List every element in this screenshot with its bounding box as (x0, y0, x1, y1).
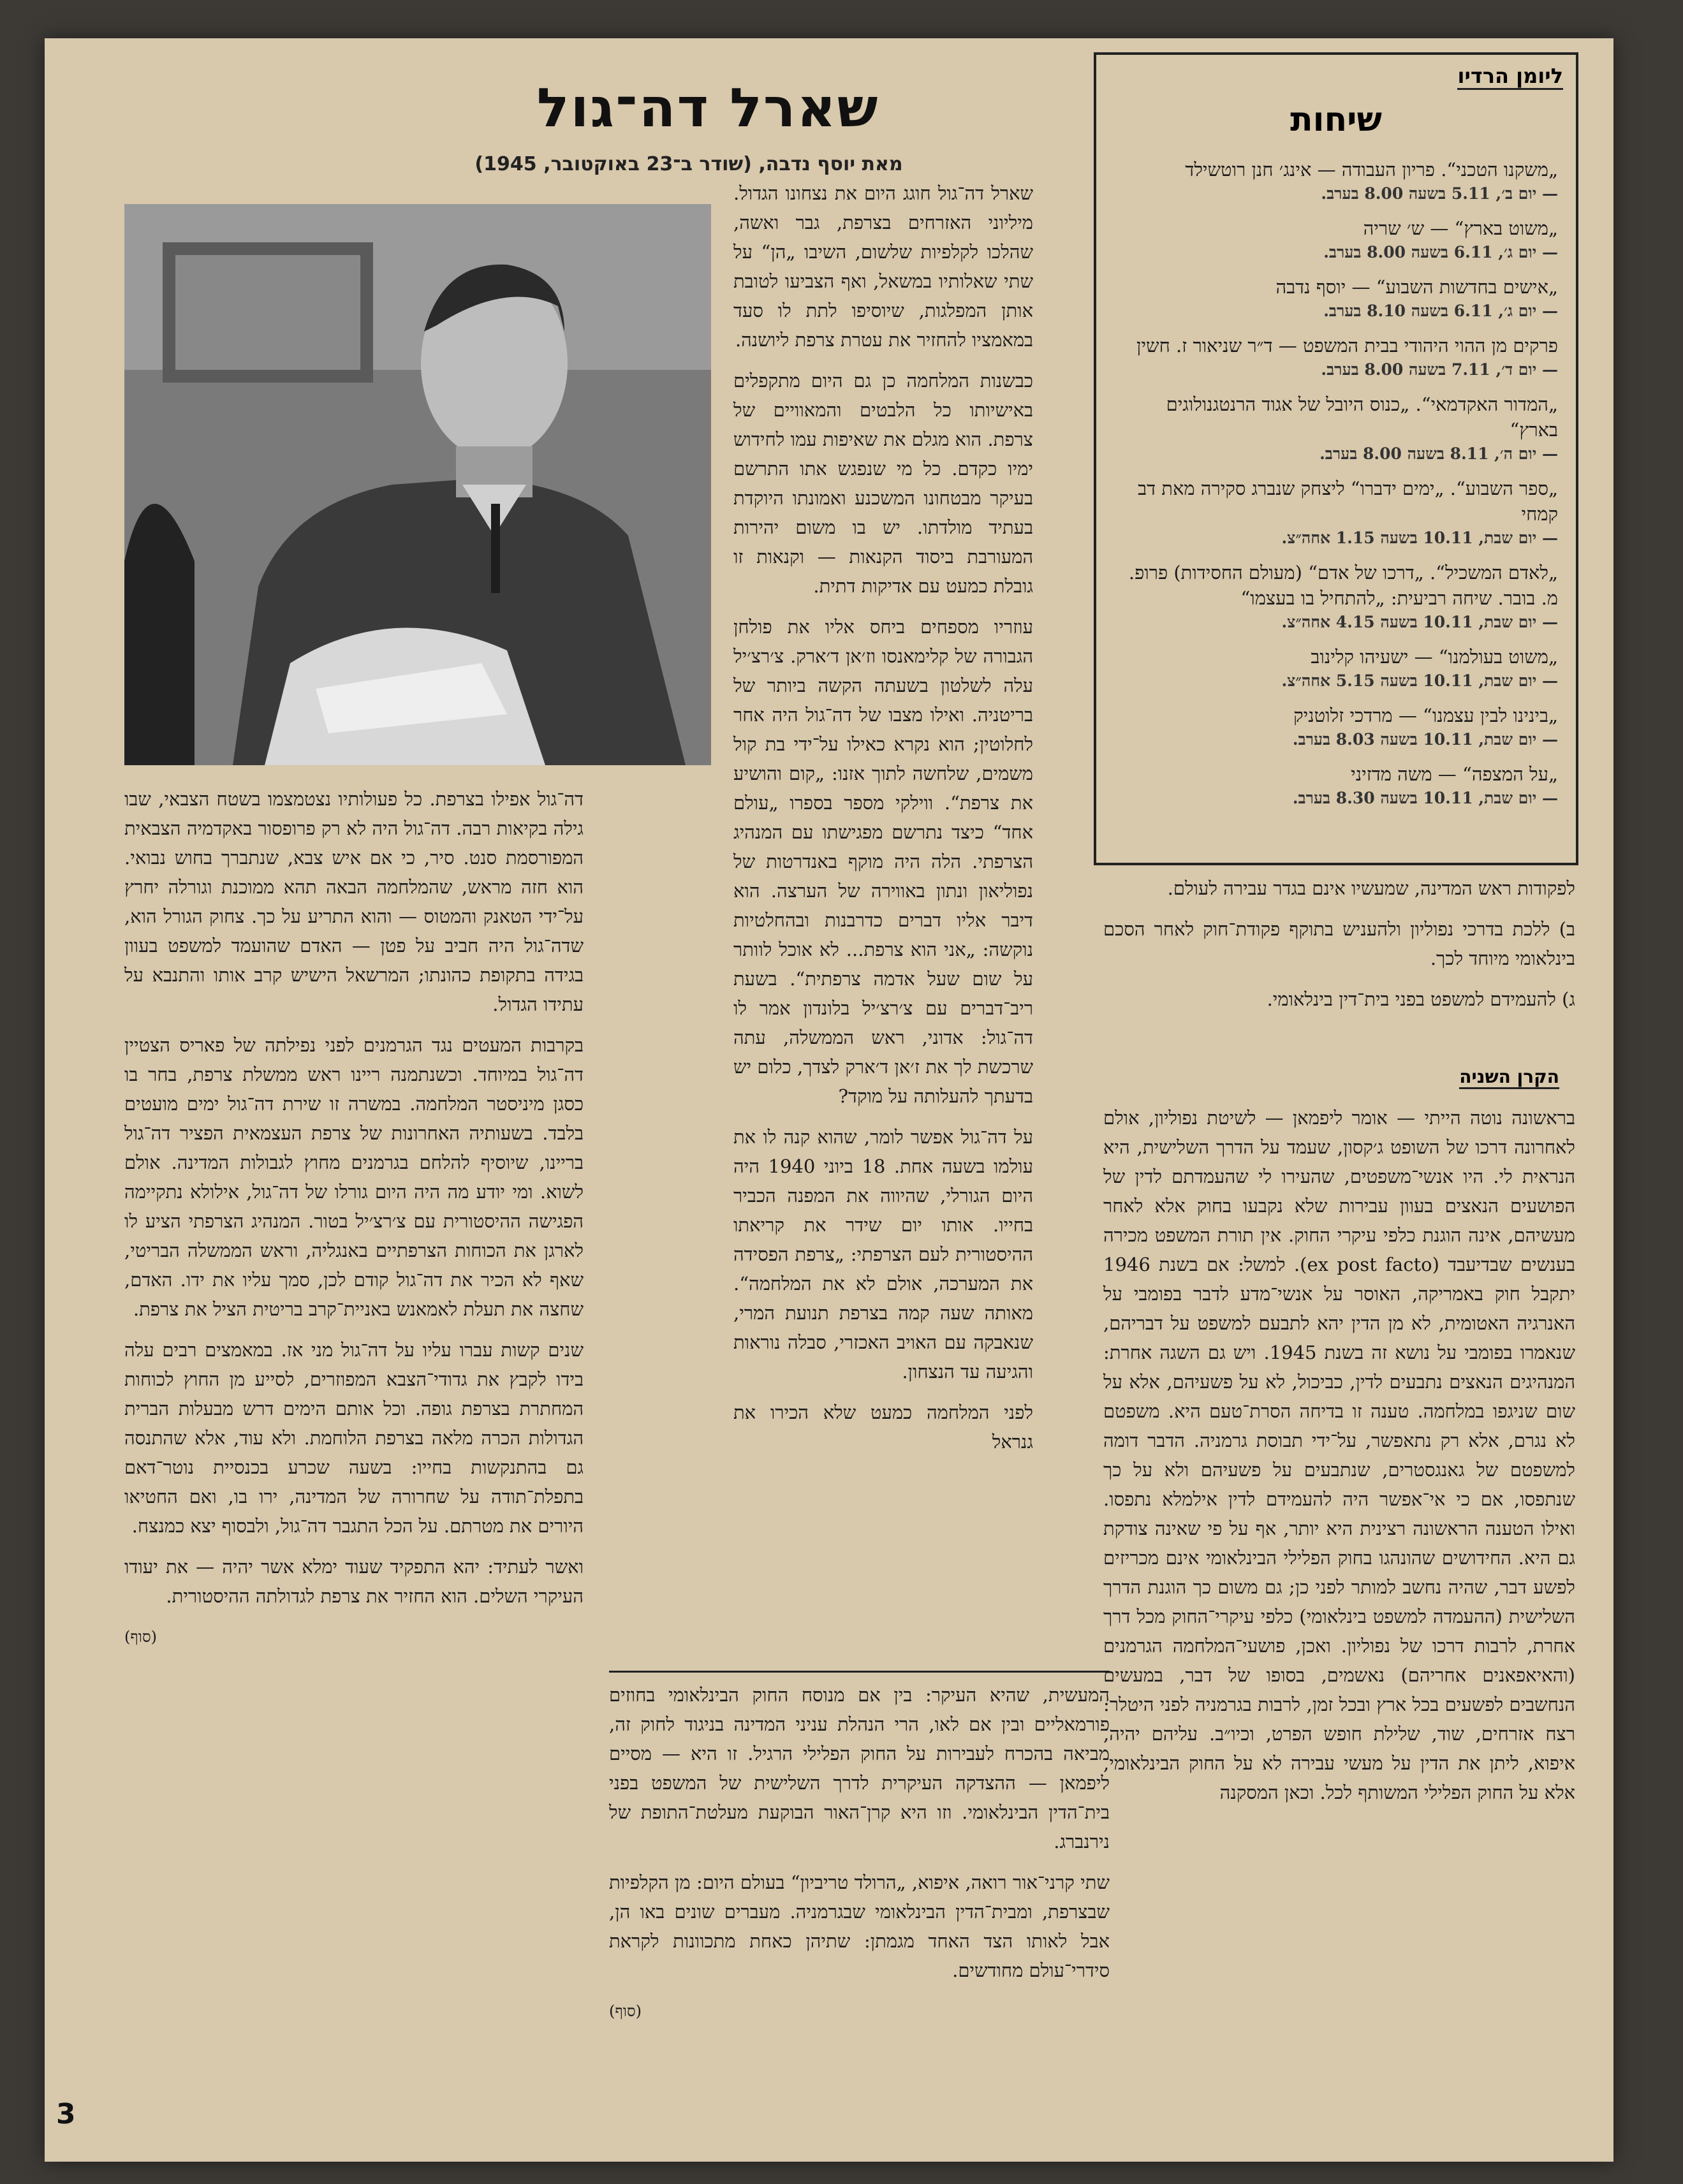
radio-program-item (1114, 216, 1558, 264)
radio-program-item (1114, 157, 1558, 205)
column-divider (609, 1671, 1110, 1673)
right-column-bottom (1103, 1103, 1575, 1819)
radio-program-time: — יום ה׳, 8.11 בשעה 8.00 בערב. (1319, 444, 1558, 463)
section-heading: הקרן השניה (1459, 1066, 1559, 1089)
radio-program-item (1114, 560, 1558, 634)
radio-program-title: „על המצפה“ — משה מדזיני (1351, 763, 1558, 785)
article-column-1 (733, 179, 1033, 1468)
paragraph: על דה־גול אפשר לומר, שהוא קנה לו את עולמו בשעה אחת. 18 ביוני 1940 היה היום הגורלי, שהיווה את המפנה הכביר בחייו. אותו יום שידר את קריאתו ההיסטורית לעם הצרפתי: „צרפת הפסידה את המערכה, אולם לא את המלחמה“. מאותה שעה קמה בצרפת תנועת המרי, שנאבקה עם האויב האכזרי, סבלה נוראות והגיעה עד הנצחון. (733, 1126, 1033, 1382)
radio-program-time: — יום שבת, 10.11 בשעה 4.15 אחה״צ. (1281, 613, 1558, 631)
radio-program-item (1114, 274, 1558, 323)
photo-figure-illustration (124, 204, 711, 765)
paragraph: לפקודות ראש המדינה, שמעשיו אינם בגדר עבירה לעולם. (1167, 877, 1575, 899)
article-byline: מאת יוסף נדבה, (שודר ב־23 באוקטובר, 1945) (474, 153, 903, 175)
radio-program-time: — יום שבת, 10.11 בשעה 5.15 אחה״צ. (1281, 671, 1558, 690)
radio-program-title: „משוט בעולמנו“ — ישעיהו קלינוב (1311, 646, 1558, 668)
radio-program-item (1114, 703, 1558, 751)
paragraph: בראשונה נוטה הייתי — אומר ליפמאן — לשיטת נפוליון, אולם לאחרונה דרכו של השופט ג׳קסון, שעמד על הדרך השלישית, היא הנראית לי. היו אנשי־משפטים, שהעירו לי שהעמדתם לדין של הפושעים הנאצים בעוון עבירות שלא נקבעו בחוק אלא לאחר מעשיהם, אינה הוגנת כלפי עיקרי החוק. אין תורת המשפט מכירה בענשים שבדיעבד (ex post facto). למשל: אם בשנת 1946 יתקבל חוק באמריקה, האוסר על אנשי־מדע לדבר בפומבי על האנרגיה האטומית, לא מן הדין יהא לתבעם למשפט על דבריהם, שנאמרו בפומבי על נושא זה בשנת 1945. ויש גם השגה אחרת: המנהיגים הנאצים נתבעים לדין, כביכול, לא על פשעיהם, אלא על שום שניגפו במלחמה. טענה זו בדיחה הסרת־טעם היא. משפטם לא נגרם, אלא רק נתאפשר, על־ידי תבוסת גרמניה. הדבר דומה למשפטם של גאנגסטרים, שנתבעים על פשעיהם ולא על כך שנתפסו, אם כי אי־אפשר היה להעמידם לדין אילמלא נתפסו. ואילו הטענה הראשונה רצינית היא יותר, אף על פי שאינה צודקת גם היא. החידושים שהונהגו בחוק הפלילי הבינלאומי אינם מכריזים לפשע דבר, שהיה נחשב למותר לפני כן; גם משום כך הוגנת הדרך השלישית (ההעמדה למשפט בינלאומי) כלפי עיקרי־החוק מכל דרך אחרת, לרבות דרכו של נפוליון. ואכן, פושעי־המלחמה הגרמנים (והאיאפאנים אחריהם) נאשמים, בסופו של דבר, במעשים הנחשבים לפשעים בכל ארץ ובכל זמן, לרבות בגרמניה לפני היטלר: רצח אזרחים, שוד, שלילת חופש הפרט, וכיו״ב. עליהם יהיה, איפוא, ליתן את הדין על מעשי עבירה לא על החוק הבינלאומי, אלא על החוק הפלילי המשותף לכל. וכאן המסקנה (1103, 1107, 1575, 1803)
article-column-continued (609, 1680, 1110, 2037)
paragraph: לפני המלחמה כמעט שלא הכירו את גנראל (733, 1402, 1033, 1453)
radio-program-item (1114, 333, 1558, 381)
end-mark: (סוף) (124, 1628, 157, 1646)
radio-program-time: — יום שבת, 10.11 בשעה 8.30 בערב. (1292, 789, 1558, 807)
radio-program-title: „בינינו לבין עצמנו“ — מרדכי זלוטניק (1293, 705, 1558, 726)
radio-program-title: „משקנו הטכני“. פריון העבודה — אינג׳ חנן רוטשילד (1185, 159, 1558, 180)
radio-program-item (1114, 761, 1558, 810)
radio-box-header: ליומן הרדיו (1457, 64, 1563, 90)
paragraph: כבשנות המלחמה כן גם היום מתקפלים באישיותו כל הלבטים והמאוויים של צרפת. הוא מגלם את שאיפות עמו לחידוש ימיו כקדם. כל מי שנפגש אתו התרשם בעיקר מבטחונו המשכנע ואמונתו היוקדת בעתיד מולדתו. יש בו משום יהירות המעורבת ביסוד הקנאות — וקנאות זו גובלת כמעט עם אדיקות דתית. (733, 370, 1033, 597)
paragraph: שנים קשות עברו עליו על דה־גול מני אז. במאמצים רבים עלה בידו לקבץ את גדודי־הצבא המפוזרים, לסייע מן החוץ לכוחות המחתרת בצרפת גופה. וכל אותם הימים דרש מבעלות הברית הגדולות הכרה מלאה בצרפת הלוחמת. ולא עוד, אלא שהתנסה גם בהתנקשות בחייו: בשעה שכרע בכנסיית נוטר־דאם בתפלת־תודה על שחרורה של המדינה, ירו בו, ואם החטיאו היורים את מטרתם. על הכל התגבר דה־גול, ולבסוף יצא כמנצח. (124, 1339, 584, 1537)
radio-program-time: — יום ג׳, 6.11 בשעה 8.10 בערב. (1323, 302, 1558, 320)
radio-program-title: „משוט בארץ“ — ש׳ שריה (1363, 217, 1558, 239)
radio-program-title: „אישים בחדשות השבוע“ — יוסף נדבה (1275, 276, 1558, 298)
paragraph: ב) ללכת בדרכי נפוליון ולהעניש בתוקף פקודת־חוק לאחר הסכם בינלאומי מיוחד לכך. (1103, 918, 1575, 969)
paragraph: המעשית, שהיא העיקר: בין אם מנוסח החוק הבינלאומי בחוזים פורמאליים ובין אם לאו, הרי הנהלת עניני המדינה בניגוד לחוק זה, מביאה בהכרח לעבירות על החוק הפלילי הרגיל. זו היא — מסיים ליפמאן — ההצדקה העיקרית לדרך השלישית של המשפט בפני בית־הדין הבינלאומי. וזו היא קרן־האור הבוקעת מעלטת־התופת של נירנברג. (609, 1684, 1110, 1852)
radio-program-title: „המדור האקדמאי“. „כנוס היובל של אגוד הרנטגנולוגים בארץ“ (1166, 393, 1558, 441)
radio-program-item (1114, 392, 1558, 465)
radio-schedule-list (1114, 157, 1558, 820)
radio-diary-box (1094, 52, 1578, 865)
radio-program-time: — יום שבת, 10.11 בשעה 8.03 בערב. (1292, 730, 1558, 749)
radio-box-subheader: שיחות (1290, 101, 1382, 139)
radio-program-time: — יום ד׳, 7.11 בשעה 8.00 בערב. (1321, 360, 1558, 379)
radio-program-title: „לאדם המשכיל“. „דרכו של אדם“ (מעולם החסידות) פרופ. מ. בובר. שיחה רביעית: „להתחיל בו בעצמו“ (1128, 562, 1558, 609)
radio-program-time: — יום ב׳, 5.11 בשעה 8.00 בערב. (1321, 184, 1558, 203)
paragraph: שתי קרני־אור רואה, איפוא, „הרולד טריביון“ בעולם היום: מן הקלפיות שבצרפת, ומבית־הדין הבינלאומי שבגרמניה. מעברים שונים באו הן, אבל לאותו הצד האחד מגמתן: שתיהן כאחת מתכוונות לקראת סידרי־עולם מחודשים. (609, 1872, 1110, 1981)
paragraph: ואשר לעתיד: יהא התפקיד שעוד ימלא אשר יהיה — את יעודו העיקרי השלים. הוא החזיר את צרפת לגדולתה ההיסטורית. (124, 1556, 584, 1607)
paragraph: בקרבות המעטים נגד הגרמנים לפני נפילתה של פאריס הצטיין דה־גול במיוחד. וכשנתמנה ריינו ראש ממשלת צרפת, בחר בו כסגן מיניסטר המלחמה. במשרה זו שירת דה־גול ימים מועטים בלבד. בשעותיה האחרונות של צרפת העצמאית הפציר דה־גול בריינו, שיוסיף להלחם בגרמנים מחוץ לגבולות המדינה. אולם לשוא. ומי יודע מה היה היום גורלו של דה־גול, אילולא נתקיימה הפגישה ההיסטורית עם צ׳רצ׳יל בטור. המנהיג הצרפתי הציע לו לארגן את הכוחות הצרפתיים באנגליה, וראש הממשלה הבריטי, שאף לא הכיר את דה־גול קודם לכן, סמך עליו את ידו. האדם, שחצה את תעלת לאמאנש באניית־קרב בריטית הציל את צרפת. (124, 1034, 584, 1320)
radio-program-title: פרקים מן ההוי היהודי בבית המשפט — ד״ר שניאור ז. חשין (1136, 335, 1558, 356)
radio-program-title: „ספר השבוע“. „ימים ידברו“ ליצחק שנברג סקירה מאת דב קמחי (1138, 478, 1558, 525)
right-column-top (1103, 874, 1575, 1025)
end-mark: (סוף) (609, 2002, 642, 2020)
article-column-2 (124, 784, 584, 1663)
paragraph: שארל דה־גול חוגג היום את נצחונו הגדול. מיליוני האזרחים בצרפת, גבר ואשה, שהלכו לקלפיות שלשום, השיבו „הן“ על שתי שאלותיו במשאל, ואף הצביעו לטובת אותן המפלגות, שיוסיפו לתת לו סעד במאמציו להחזיר את עטרת צרפת ליושנה. (733, 182, 1033, 351)
radio-program-time: — יום שבת, 10.11 בשעה 1.15 אחה״צ. (1281, 529, 1558, 547)
radio-program-item (1114, 644, 1558, 693)
paragraph: ג) להעמידם למשפט בפני בית־דין בינלאומי. (1267, 988, 1575, 1010)
radio-program-item (1114, 476, 1558, 550)
paragraph: דה־גול אפילו בצרפת. כל פעולותיו נצטמצמו בשטח הצבאי, שבו גילה בקיאות רבה. דה־גול היה לא רק פרופסור באקדמיה הצבאית המפורסמת סנט. סיר, כי אם איש צבא, שנתברך בחוש נבואי. הוא חזה מראש, שהמלחמה הבאה תהא ממוכנת וגורלה יחרץ על־ידי הטאנק והמטוס — והוא התריע על כך. צחוק הגורל הוא, שדה־גול היה חביב על פטן — האדם שהועמד למשפט בעוון בגידה בתקופת כהונתו; המרשאל הישיש קרב אותו והתנבא על עתידו הגדול. (124, 788, 584, 1015)
radio-program-time: — יום ג׳, 6.11 בשעה 8.00 בערב. (1323, 243, 1558, 261)
page-number: 3 (56, 2098, 76, 2130)
article-title: שארל דה־גול (536, 77, 879, 139)
de-gaulle-photo (124, 204, 711, 765)
magazine-page (45, 38, 1613, 2162)
paragraph: עוזריו מספחים ביחס אליו את פולחן הגבורה של קלימאנסו וז׳אן ד׳ארק. צ׳רצ׳יל עלה לשלטון בשעתה הקשה ביותר של בריטניה. ואילו מצבו של דה־גול היה אחר לחלוטין; הוא נקרא כאילו על־ידי בת קול משמים, שלחשה לתוך אזנו: „קום והושיע את צרפת“. ווילקי מספר בספרו „עולם אחד“ כיצד נתרשם מפגישתו עם המנהיג הצרפתי. הלה היה מוקף באנדרטות של נפוליאון ונתון באווירה של הערצה. הוא דיבר אליו דברים כדרבנות ובהחלטיות נוקשה: „אני הוא צרפת... לא אוכל לוותר על שום שעל אדמה צרפתית“. בשעת ריב־דברים עם צ׳רצ׳יל בלונדון אמר לו דה־גול: אדוני, ראש הממשלה, עתה שרכשת לך את ז׳אן ד׳ארק לצדך, כלום יש בדעתך להעלותה על מוקד? (733, 616, 1033, 1107)
